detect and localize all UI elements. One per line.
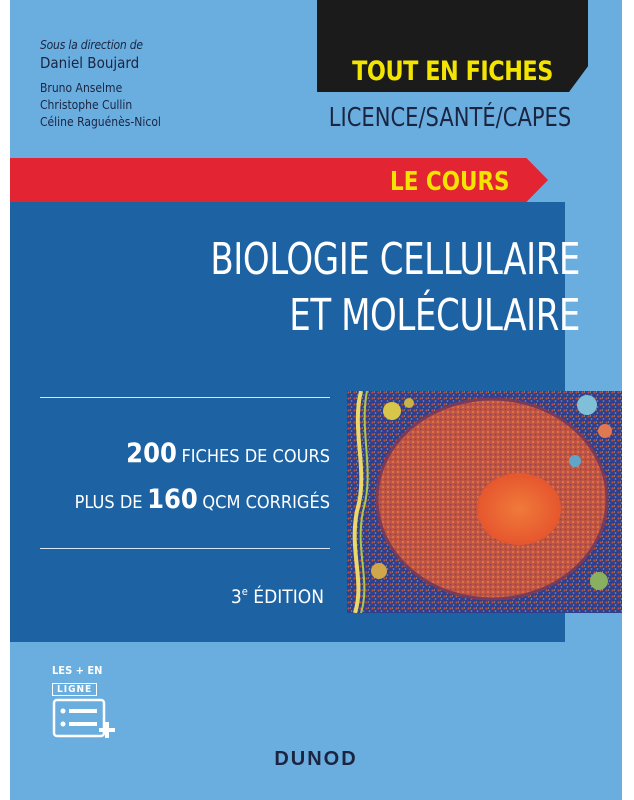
lead-author: Daniel Boujard bbox=[40, 54, 140, 72]
co-author: Christophe Cullin bbox=[40, 98, 133, 112]
divider-top bbox=[40, 397, 330, 398]
title-line-2: ET MOLÉCULAIRE bbox=[289, 290, 580, 341]
qcm-text: QCM CORRIGÉS bbox=[202, 492, 330, 513]
qcm-number: 160 bbox=[147, 484, 198, 515]
authors-block bbox=[40, 38, 161, 131]
edition-word: ÉDITION bbox=[253, 586, 324, 608]
book-title bbox=[100, 232, 580, 344]
qcm-prefix: PLUS DE bbox=[74, 492, 143, 513]
divider-bottom bbox=[40, 548, 330, 549]
fiches-text: FICHES DE COURS bbox=[181, 446, 330, 467]
co-authors bbox=[40, 80, 161, 131]
band-label: LE COURS bbox=[390, 167, 510, 197]
online-list-icon bbox=[52, 698, 120, 742]
title-line-1: BIOLOGIE CELLULAIRE bbox=[210, 234, 580, 285]
badge-line-1: LES + EN bbox=[52, 664, 103, 677]
co-author: Céline Raguénès-Nicol bbox=[40, 115, 161, 129]
cell-micrograph-image bbox=[347, 391, 622, 613]
edition-suffix: e bbox=[241, 585, 248, 598]
stat-fiches bbox=[50, 438, 330, 469]
edition-label bbox=[130, 585, 324, 608]
edition-number: 3 bbox=[230, 586, 242, 608]
online-badge bbox=[52, 664, 120, 742]
book-cover bbox=[10, 0, 622, 800]
stat-qcm bbox=[50, 484, 330, 515]
series-audience: LICENCE/SANTÉ/CAPES bbox=[328, 103, 572, 133]
series-name: TOUT EN FICHES bbox=[352, 56, 553, 87]
co-author: Bruno Anselme bbox=[40, 81, 123, 95]
badge-line-2: LIGNE bbox=[52, 683, 97, 696]
fiches-number: 200 bbox=[126, 438, 177, 469]
direction-label: Sous la direction de bbox=[40, 38, 143, 52]
publisher-logo: DUNOD bbox=[274, 748, 358, 770]
